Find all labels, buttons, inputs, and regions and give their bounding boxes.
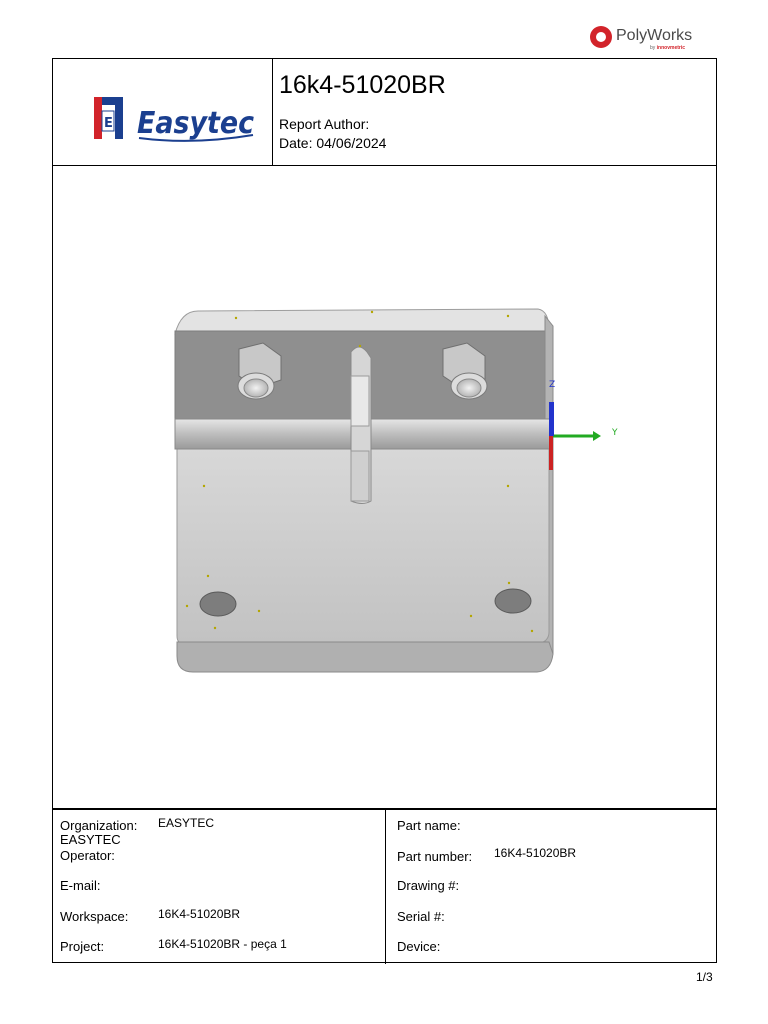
axis-x-line	[549, 436, 553, 470]
part-render	[53, 166, 716, 809]
serial-label: Serial #:	[397, 909, 445, 924]
axis-z-line	[549, 402, 554, 436]
organization-label: Organization:	[60, 818, 138, 833]
axis-z-label: Z	[549, 380, 556, 390]
email-label: E-mail:	[60, 878, 101, 893]
organization-value: EASYTEC	[158, 816, 215, 830]
organization-overflow: EASYTEC	[60, 832, 121, 847]
logo-wordmark: Easytec	[137, 106, 255, 141]
company-logo-cell	[53, 59, 273, 165]
part-name-label: Part name:	[397, 818, 461, 833]
polyworks-logo-icon	[590, 26, 612, 48]
project-label: Project:	[60, 939, 105, 954]
drawing-label: Drawing #:	[397, 878, 460, 893]
info-divider	[385, 810, 386, 964]
report-frame	[52, 58, 717, 963]
report-info-table	[53, 808, 716, 964]
report-author	[279, 116, 369, 132]
page-number: 1/3	[696, 970, 713, 984]
part-number-value: 16K4-51020BR	[494, 846, 577, 860]
part-number-label: Part number:	[397, 849, 473, 864]
report-header	[53, 59, 716, 166]
workspace-label: Workspace:	[60, 909, 129, 924]
easytec-logo	[53, 59, 272, 165]
polyworks-logo	[590, 24, 700, 54]
polyworks-byline	[650, 45, 685, 51]
operator-label: Operator:	[60, 848, 115, 863]
report-date-label: Date:	[279, 135, 313, 151]
report-date	[279, 135, 386, 151]
part-3d-viewport	[53, 166, 716, 809]
report-author-label: Report Author:	[279, 116, 370, 132]
axis-y-label: Y	[612, 428, 618, 438]
report-date-value: 04/06/2024	[316, 135, 387, 151]
byline-company: innovmetric	[656, 45, 686, 51]
report-title: 16k4-51020BR	[279, 71, 446, 99]
polyworks-name: PolyWorks	[616, 27, 693, 44]
byline-prefix: by	[650, 45, 656, 51]
project-value: 16K4-51020BR - peça 1	[158, 937, 287, 951]
workspace-value: 16K4-51020BR	[158, 907, 241, 921]
device-label: Device:	[397, 939, 441, 954]
logo-letter: E	[104, 116, 113, 131]
